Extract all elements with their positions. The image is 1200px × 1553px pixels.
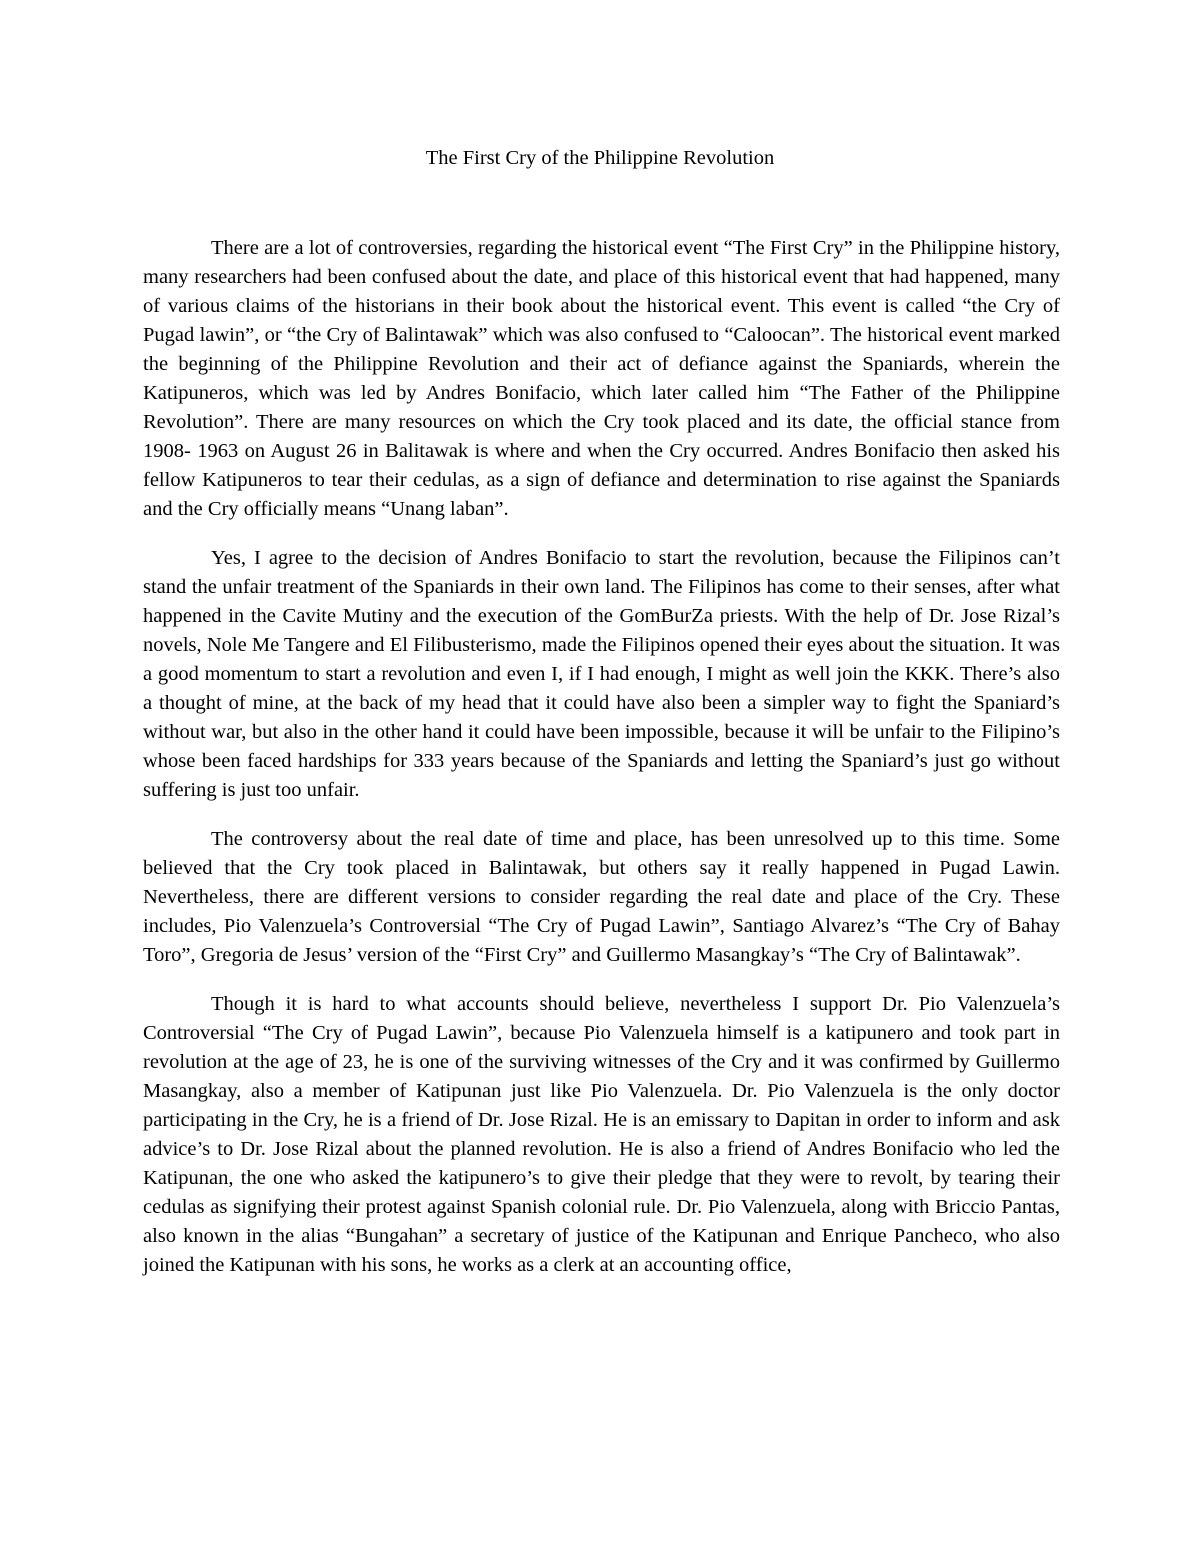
paragraph-3: The controversy about the real date of time and place, has been unresolved up to this time. Some believed that the Cry took placed in Balintawak, but others say it really happened in Pugad Lawin. Nevertheless, there are different versions to consider regarding the real date and place of the Cry. These includes, Pio Valenzuela’s Controversial “The Cry of Pugad Lawin”, Santiago Alvarez’s “The Cry of Bahay Toro”, Gregoria de Jesus’ version of the “First Cry” and Guillermo Masangkay’s “The Cry of Balintawak”. (143, 828, 1060, 966)
document-title: The First Cry of the Philippine Revolution (425, 147, 775, 169)
paragraph-1: There are a lot of controversies, regarding the historical event “The First Cry” in the Philippine history, many researchers had been confused about the date, and place of this historical event that had happened, many of various claims of the historians in their book about the historical event. This event is called “the Cry of Pugad lawin”, or “the Cry of Balintawak” which was also confused to “Caloocan”. The historical event marked the beginning of the Philippine Revolution and their act of defiance against the Spaniards, wherein the Katipuneros, which was led by Andres Bonifacio, which later called him “The Father of the Philippine Revolution”. There are many resources on which the Cry took placed and its date, the official stance from 1908- 1963 on August 26 in Balitawak is where and when the Cry occurred. Andres Bonifacio then asked his fellow Katipuneros to tear their cedulas, as a sign of defiance and determination to rise against the Spaniards and the Cry officially means “Unang laban”. (143, 237, 1060, 520)
paragraph-4: Though it is hard to what accounts should believe, nevertheless I support Dr. Pio Valenzuela’s Controversial “The Cry of Pugad Lawin”, because Pio Valenzuela himself is a katipunero and took part in revolution at the age of 23, he is one of the surviving witnesses of the Cry and it was confirmed by Guillermo Masangkay, also a member of Katipunan just like Pio Valenzuela. Dr. Pio Valenzuela is the only doctor participating in the Cry, he is a friend of Dr. Jose Rizal. He is an emissary to Dapitan in order to inform and ask advice’s to Dr. Jose Rizal about the planned revolution. He is also a friend of Andres Bonifacio who led the Katipunan, the one who asked the katipunero’s to give their pledge that they were to revolt, by tearing their cedulas as signifying their protest against Spanish colonial rule. Dr. Pio Valenzuela, along with Briccio Pantas, also known in the alias “Bungahan” a secretary of justice of the Katipunan and Enrique Pancheco, who also joined the Katipunan with his sons, he works as a clerk at an accounting office, (143, 993, 1060, 1276)
paragraph-2: Yes, I agree to the decision of Andres Bonifacio to start the revolution, because the Filipinos can’t stand the unfair treatment of the Spaniards in their own land. The Filipinos has come to their senses, after what happened in the Cavite Mutiny and the execution of the GomBurZa priests. With the help of Dr. Jose Rizal’s novels, Nole Me Tangere and El Filibusterismo, made the Filipinos opened their eyes about the situation. It was a good momentum to start a revolution and even I, if I had enough, I might as well join the KKK. There’s also a thought of mine, at the back of my head that it could have also been a simpler way to fight the Spaniard’s without war, but also in the other hand it could have been impossible, because it will be unfair to the Filipino’s whose been faced hardships for 333 years because of the Spaniards and letting the Spaniard’s just go without suffering is just too unfair. (143, 547, 1060, 801)
document-body (143, 234, 1060, 1300)
